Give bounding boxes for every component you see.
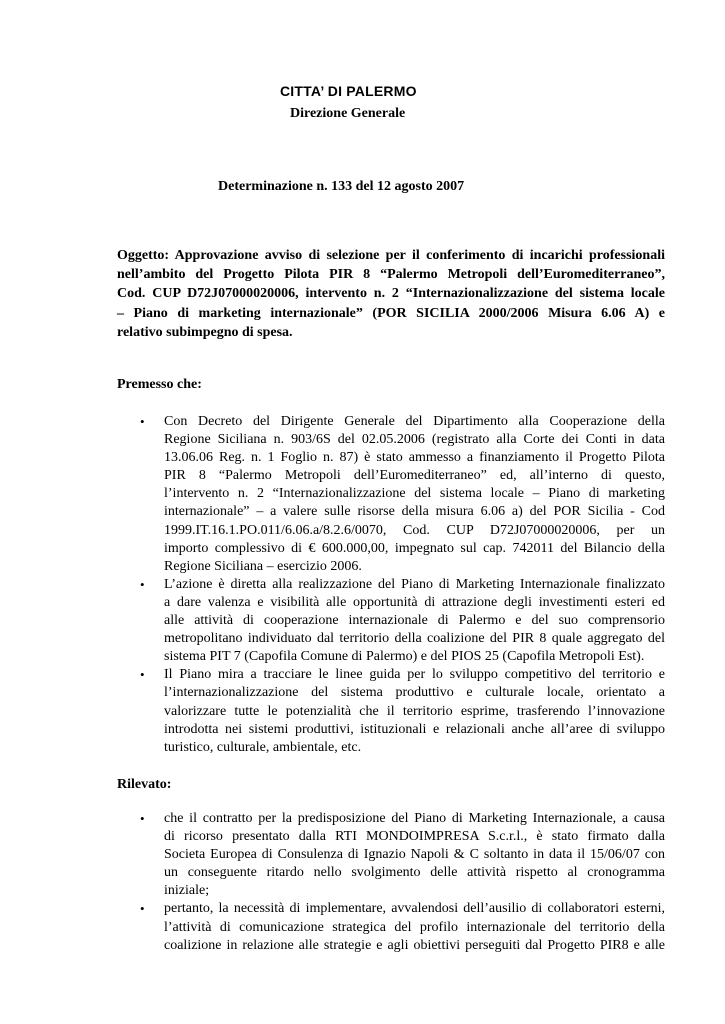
city-title: CITTA’ DI PALERMO [280,83,417,99]
text-line: metropolitano individuato dal territorio della coalizione del PIR 8 quale aggregato del [164,631,665,647]
text-line: di ricorso presentato dalla RTI MONDOIMPRESA S.c.r.l., è stato firmato dalla [164,829,665,845]
rilevato-list [117,810,665,955]
bullet-icon: • [140,901,145,917]
rilevato-heading: Rilevato: [117,777,172,792]
text-line: coalizione in relazione alle strategie e agli obiettivi perseguiti dal Progetto PIR8 e alle [164,937,665,953]
text-line: pertanto, la necessità di implementare, avvalendosi dell’ausilio di collaboratori esterni, [164,901,665,917]
subject-line: – Piano di marketing internazionale” (POR SICILIA 2000/2006 Misura 6.06 A) e [117,305,665,321]
text-line: valorizzare tutte le potenzialità che il territorio esprime, trasferendo l’innovazione [164,703,665,719]
text-line: l’intervento n. 2 “Internazionalizzazione del sistema locale – Piano di marketing [164,486,665,502]
bullet-icon: • [140,576,145,592]
text-line: Con Decreto del Dirigente Generale del Dipartimento alla Cooperazione della [164,414,665,429]
text-line: l’internazionalizzazione del sistema produttivo e culturale locale, orientato a [164,685,665,701]
premesso-heading: Premesso che: [117,377,202,392]
list-item [117,900,665,954]
bullet-icon: • [140,811,145,826]
text-line: turistico, culturale, ambientale, etc. [164,739,362,755]
text-line: Regione Siciliana – esercizio 2006. [164,558,362,574]
subject-line: nell’ambito del Progetto Pilota PIR 8 “Palermo Metropoli dell’Euromediterraneo”, [117,267,665,283]
text-line: un conseguente ritardo nello svolgimento delle attività rispetto al cronogramma [164,865,665,881]
subject-paragraph [117,246,665,342]
list-item [117,810,665,900]
text-line: PIR 8 “Palermo Metropoli dell’Euromediterraneo” ed, all’interno di questo, [164,468,665,484]
text-line: sistema PIT 7 (Capofila Comune di Palermo) e del PIOS 25 (Capofila Metropoli Est). [164,649,645,665]
subject-line: relativo subimpegno di spesa. [117,324,293,340]
text-line: importo complessivo di € 600.000,00, impegnato sul cap. 742011 del Bilancio della [164,540,665,556]
subject-line: Cod. CUP D72J07000020006, intervento n. 2 “Internazionalizzazione del sistema locale [117,286,665,302]
text-line: L’azione è diretta alla realizzazione del Piano di Marketing Internazionale finalizzato [164,576,665,592]
list-item [117,666,665,756]
text-line: 1999.IT.16.1.PO.011/6.06.a/8.2.6/0070, Cod. CUP D72J07000020006, per un [164,522,665,538]
bullet-icon: • [140,667,145,683]
text-line: internazionale” – a valere sulle risorse della misura 6.06 a) del POR Sicilia - Cod [164,504,665,520]
list-item [117,576,665,666]
text-line: l’attività di comunicazione strategica del profilo internazionale del territorio della [164,919,665,935]
text-line: introdotta nei sistemi produttivi, istituzionali e relazionali anche all’aree di sviluppo [164,721,665,737]
determination-title: Determinazione n. 133 del 12 agosto 2007 [218,179,465,194]
subject-line: Oggetto: Approvazione avviso di selezione per il conferimento di incarichi professionali [117,248,665,263]
text-line: Regione Siciliana n. 903/6S del 02.05.2006 (registrato alla Corte dei Conti in data [164,432,665,448]
premesso-list [117,413,665,757]
bullet-icon: • [140,414,145,429]
text-line: che il contratto per la predisposizione del Piano di Marketing Internazionale, a causa [164,811,665,826]
text-line: Societa Europea di Consulenza di Ignazio Napoli & C soltanto in data il 15/06/07 con [164,847,665,863]
text-line: Il Piano mira a tracciare le linee guida per lo sviluppo competitivo del territorio e [164,667,665,683]
text-line: 13.06.06 Reg. n. 1 Foglio n. 87) è stato ammesso a finanziamento il Progetto Pilota [164,450,665,466]
list-item [117,413,665,576]
department-title: Direzione Generale [290,106,406,121]
text-line: iniziale; [164,883,210,899]
text-line: alle attività di cooperazione internazionale di Palermo e del suo comprensorio [164,613,665,629]
text-line: a dare valenza e visibilità alle opportunità di attrazione degli investimenti esteri ed [164,594,665,610]
